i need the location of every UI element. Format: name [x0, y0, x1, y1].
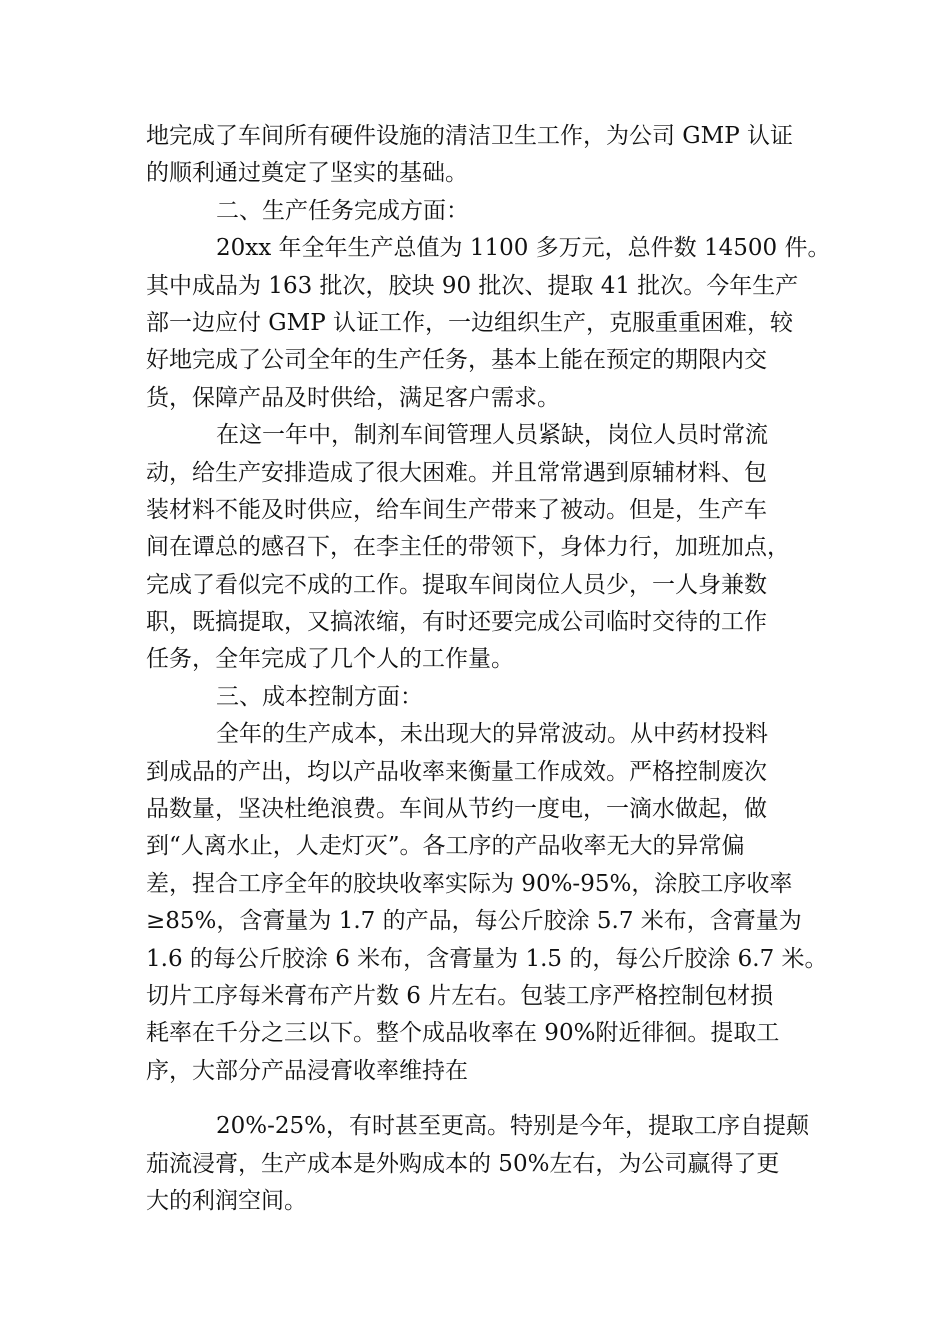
text-line: 任务，全年完成了几个人的工作量。 [146, 646, 514, 673]
text-line: 的顺利通过奠定了坚实的基础。 [146, 160, 468, 187]
text-line: 地完成了车间所有硬件设施的清洁卫生工作，为公司 GMP 认证 [146, 123, 794, 149]
text-line: 间在谭总的感召下，在李主任的带领下，身体力行，加班加点， [146, 534, 790, 561]
text-line: 大的利润空间。 [146, 1187, 307, 1214]
text-line: 装材料不能及时供应，给车间生产带来了被动。但是，生产车 [146, 496, 767, 523]
text-line: 完成了看似完不成的工作。提取车间岗位人员少，一人身兼数 [146, 571, 767, 598]
text-line: 部一边应付 GMP 认证工作，一边组织生产，克服重重困难，较 [146, 309, 794, 336]
text-line: 切片工序每米膏布产片数 6 片左右。包装工序严格控制包材损 [146, 982, 774, 1009]
text-line: 20xx 年全年生产总值为 1100 多万元，总件数 14500 件。 [216, 235, 831, 262]
text-line: 耗率在千分之三以下。整个成品收率在 90%附近徘徊。提取工 [146, 1020, 780, 1047]
text-line: 全年的生产成本，未出现大的异常波动。从中药材投料 [216, 721, 768, 748]
text-line: 序，大部分产品浸膏收率维持在 [146, 1057, 468, 1084]
text-line: 好地完成了公司全年的生产任务，基本上能在预定的期限内交 [146, 347, 767, 374]
text-line: 到成品的产出，均以产品收率来衡量工作成效。严格控制废次 [146, 758, 767, 785]
text-line: 品数量，坚决杜绝浪费。车间从节约一度电，一滴水做起，做 [146, 796, 767, 823]
text-line: 其中成品为 163 批次，胶块 90 批次、提取 41 批次。今年生产 [146, 272, 799, 299]
text-line: 动，给生产安排造成了很大困难。并且常常遇到原辅材料、包 [146, 459, 767, 486]
section-heading-cost-control: 三、成本控制方面： [216, 683, 423, 710]
text-line: 在这一年中，制剂车间管理人员紧缺，岗位人员时常流 [216, 422, 768, 449]
text-line: 20%-25%，有时甚至更高。特别是今年，提取工序自提颠 [216, 1113, 810, 1140]
text-line: 茄流浸膏，生产成本是外购成本的 50%左右，为公司赢得了更 [146, 1150, 780, 1177]
text-line: 职，既搞提取，又搞浓缩，有时还要完成公司临时交待的工作 [146, 609, 767, 636]
section-heading-production: 二、生产任务完成方面： [216, 197, 469, 224]
text-line: 货，保障产品及时供给，满足客户需求。 [146, 384, 560, 411]
text-line: 1.6 的每公斤胶涂 6 米布，含膏量为 1.5 的，每公斤胶涂 6.7 米。 [146, 945, 828, 972]
text-line: 到“人离水止，人走灯灭”。各工序的产品收率无大的异常偏 [146, 833, 745, 860]
text-line: 差，捏合工序全年的胶块收率实际为 90%-95%，涂胶工序收率 [146, 870, 793, 897]
document-body [146, 118, 831, 1220]
text-line: ≥85%，含膏量为 1.7 的产品，每公斤胶涂 5.7 米布，含膏量为 [146, 908, 802, 935]
